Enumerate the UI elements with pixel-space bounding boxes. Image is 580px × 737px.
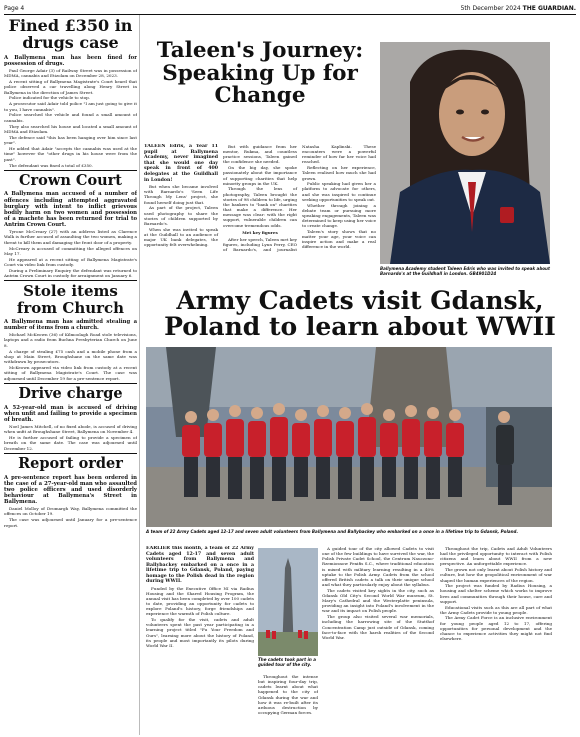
paragraph: Police indicated for the vehicle to stop.	[9, 95, 91, 101]
cadets-caption: A team of 22 Army Cadets aged 12-17 and seven adult volunteers from Ballymena and Ballybackey who embarked on a once in a lifetime trip to Gdansk, Poland.	[146, 529, 519, 534]
paragraph: Noel James Mitchell, of no fixed abode, is accused of driving when unfit at Broughshane Street, Ballymena on November 4.	[4, 423, 137, 435]
story-crown	[4, 173, 137, 279]
cadets-para: Educational visits such as this are all part of what the Army Cadets provide to young people.	[440, 604, 552, 615]
taleen-photo	[380, 42, 550, 264]
paragraph: After her speech, Taleen met key figures, including Lynn Perry, CEO of Barnardo's, and journalist Natasha Kaplinski. These encounters were a powerful reminder of how far her voice had reached.	[223, 144, 376, 253]
divider	[4, 453, 137, 454]
taleen-subhead: Met key figures	[242, 229, 278, 235]
cadets-para: The cadets visited key sights in the city, such as Gdansk Old City's Second World War museum, St. Mary's Cathedral and the Westerplatte peninsula, providing an insight into Poland's involvement in the war and its impact on Polish people.	[322, 587, 434, 614]
cadets-col-3	[322, 546, 552, 734]
paragraph: They also searched his house and located a small amount of MDMA and Etizolam.	[4, 123, 137, 134]
story-stole	[4, 283, 137, 380]
story-lead: A pre-sentence report has been ordered in the case of a 27-year-old man who assaulted two police officers and used disorderly behaviour at Ballymena's Street in Ballymena.	[4, 474, 137, 505]
page-number: Page 4	[4, 4, 25, 12]
cadets-para: The project was funded by Radius Housing, a housing and shelter scheme which works to improve lives and communities through their house, care and support.	[440, 583, 552, 604]
paragraph: During a Preliminary Enquiry the defendant was returned to Antrim Crown Court in custody for arraignment on January 6.	[4, 267, 137, 279]
paragraph: He is further accused of failing to provide a specimen of breath on the same date. The case was adjourned until December 12.	[4, 435, 137, 451]
divider	[4, 280, 137, 281]
story-drive	[4, 386, 137, 451]
taleen-body	[144, 144, 376, 282]
page-header	[4, 3, 576, 13]
paragraph: Taleen's story shows that no matter your age, your voice can inspire action and make a real difference in the world.	[302, 228, 376, 250]
story-lead: A 52-year-old man is accused of driving when unfit and failing to provide a specimen of breath.	[4, 404, 137, 423]
story-headline: Drive charge	[18, 384, 123, 402]
paragraph: Paul George Adair (3) of Railway Street was in possession of MDMA, cannabis and Etizolam on December 28, 2023.	[4, 67, 137, 79]
cadets-para: Throughout the trip, Cadets and Adult Volunteers had the privileged opportunity to interact with Polish citizens and learn about WWII from a new perspective. An unforgettable experience.	[440, 546, 552, 567]
cadets-para: A guided tour of the city allowed Cadets to visit one of the few buildings to have survived the war, the Polish Private Cadet School, the Centrum Nauczono-Rzemiosnow Fenifis S.C., where traditional education is mixed with military learning resulting in a 40% uptake to the Polish Army. Cadets from the school offered British cadets a talk on their unique school and what they particularly enjoy about the syllabus.	[322, 546, 434, 588]
paragraph: McKeown appeared via video link from custody at a recent sitting of Ballymena Magistrate's Court. The case was adjourned until December 19 for a pre-sentence report.	[4, 365, 137, 381]
cadets-para: Funded by the Executive Office NI via Radius Housing and the Shared Housing Program, the annual visit has been completed by over 100 cadets to date, providing an opportunity for cadets to explore Poland's history, forge friendships and experience the warmth of Polish culture.	[146, 585, 254, 617]
story-body	[4, 506, 137, 528]
column-separator	[139, 15, 140, 735]
cadets-photo	[146, 347, 552, 527]
story-headline: Stole items from Church	[16, 282, 125, 317]
paragraph: Michael McKeown (36) of Kilmoolagh Road stole televisions, laptops and a radio from Buchna Presbyterian Church on June 8.	[4, 332, 137, 348]
story-lead: A Ballymena man accused of a number of offences including attempted aggravated burglary with intent to inflict grievous bodily harm on two women and possession of a machete has been returned for trial to Antrim Crown Court.	[4, 191, 137, 228]
cadets-small-caption: The cadets took part in a guided tour of the city.	[258, 657, 316, 667]
issue-date: 5th December 2024	[460, 4, 521, 12]
paragraph: A recent sitting of Ballymena Magistrate's Court heard that police observed a car travelling along Henry Street in Ballymena in the direction of James Street.	[4, 78, 137, 95]
story-lead: A Ballymena man has been fined for possession of drugs.	[4, 54, 137, 67]
cadets-lead: EARLIER this month, a team of 22 Army Cadets aged 12-17 and seven adult volunteers from Ballymena and Ballybackey embarked on a once in a lifetime trip to Gdansk, Poland, paying homage to the Polish dead in the region during WWII.	[146, 546, 254, 584]
paper-name: THE GUARDIAN.	[522, 4, 576, 12]
paragraph: But when she became involved with Barnardo's 'Seen Life Through My Lens' project, she found herself doing just that.	[144, 184, 218, 205]
divider	[4, 383, 137, 384]
story-headline: Crown Court	[18, 171, 122, 189]
taleen-lead: TALEEN Edris, a Year 11 pupil at Ballymena Academy, never imagined that she would one day speak in front of 400 delegates at the Guildhall in London!	[144, 144, 218, 183]
cadets-para: The Army Cadet Force is an inclusive environment for young people aged 12 to 17, offering opportunities for personal development and the chance to experience activities they might not find elsewhere.	[440, 615, 552, 642]
cadets-para: To qualify for the visit, cadets and adult volunteers spent the past year participating in a learning project titled "Fu Your Freedom and Ours", learning more about the history of Poland, its people and most importantly its pilots during World War II.	[146, 617, 254, 648]
paragraph: Reflecting on her experience, Taleen realised how much she had grown.	[302, 165, 376, 181]
monument-image	[258, 548, 318, 656]
paragraph: Whether through joining a debate team or pursuing more speaking engagements, Taleen was determined to keep using her voice to create change.	[302, 202, 376, 229]
header-right	[461, 5, 576, 12]
taleen-headline: Taleen's Journey: Speaking Up for Change	[156, 38, 364, 109]
cadets-group-image	[146, 347, 552, 527]
paragraph: The defence said "this has been hanging over him since last year".	[4, 134, 137, 146]
cadets-headline: Army Cadets visit Gdansk, Poland to learn about WWII	[164, 286, 556, 342]
paragraph: A prosecutor said Adair told police "I am just going to give it to you, I have cannabis".	[4, 101, 137, 112]
paragraph: He appeared at a recent sitting of Ballymena Magistrate's Court via video link from custody.	[4, 256, 137, 267]
paragraph: McCreary is accused of committing the alleged offences on May 17.	[4, 245, 137, 256]
story-lead: A Ballymena man has admitted stealing a number of items from a church.	[4, 318, 137, 331]
cadets-col-1	[146, 546, 254, 734]
cadets-para: Throughout the intense but inspiring four-day trip, cadets learnt about what happened to the city of Gdansk during the war and how it was re-built after its arduous destruction by occupying German forces.	[258, 674, 318, 716]
taleen-portrait-image	[380, 42, 550, 264]
paragraph: Daniel Molloy of Dromargh Way, Ballymena committed the offences on October 19.	[4, 506, 137, 517]
paragraph: Through the lens of photography, Taleen brought the stories of 98 children to life, urging the bankers to "bank on" charities that make a difference. Her message was clear: with the right support, vulnerable children can overcome tremendous odds.	[223, 186, 297, 228]
cadets-para: The group also visited several war memorials, including the harrowing site of the Stutthof Concentration Camp just outside of Gdansk, coming face-to-face with the harsh realities of the Second World War.	[322, 614, 434, 640]
story-body	[4, 332, 137, 381]
paragraph: The defendant was fined a total of £350.	[9, 162, 93, 168]
divider	[4, 170, 137, 171]
paragraph: As part of the project, Taleen used photography to share the stories of children supported by Barnardo's.	[144, 205, 218, 226]
story-drugs	[4, 17, 137, 168]
story-headline: Fined £350 in drugs case	[8, 16, 133, 53]
story-report	[4, 456, 137, 528]
paragraph: When she was invited to speak at the Guildhall to an audience of major UK bank delegates, the opportunity felt overwhelming.	[144, 226, 218, 248]
story-body	[4, 229, 137, 278]
news-in-brief-column	[4, 15, 137, 735]
cadets-col-2	[258, 674, 318, 734]
paragraph: On the big day, she spoke passionately about the importance of supporting charities that help minority groups in the UK.	[223, 165, 297, 186]
story-headline: Report order	[18, 454, 123, 472]
paragraph: Tyrone McCreary (27) with an address listed as Clarence Walk is further accused of assaulting the two women, making a threat to kill them and damaging the front door of a property.	[4, 229, 137, 245]
paragraph: Public speaking had given her a platform to advocate for others, and she was inspired to continue seeking opportunities to speak out.	[302, 181, 376, 202]
paragraph: But with guidance from her mentor, Rukma, and countless practice sessions, Taleen gained the confidence she needed.	[223, 144, 297, 165]
paragraph: A charge of stealing £75 cash and a mobile phone from a shop at Main Street, Broughshane on the same date was withdrawn by prosecutors.	[4, 348, 137, 365]
cadets-small-photo	[258, 548, 318, 656]
paragraph: The case was adjourned until January for a pre-sentence report.	[4, 517, 137, 528]
cadets-para: The grown not only learnt about Polish history and culture, but how the geopolitical environment of war shaped the human experiences of the region.	[440, 567, 552, 583]
paragraph: Police searched the vehicle and found a small amount of cannabis.	[4, 112, 137, 123]
taleen-caption: Ballymena Academy student Taleen Edris who was invited to speak about Barnardo's at the Guildhall in London. GB4901D24	[380, 266, 550, 276]
story-body	[4, 68, 137, 168]
paragraph: He added that Adair "accepts the cannabis was used at the time" however the "other drugs in his house were from the past".	[4, 146, 137, 162]
story-body	[4, 424, 137, 451]
